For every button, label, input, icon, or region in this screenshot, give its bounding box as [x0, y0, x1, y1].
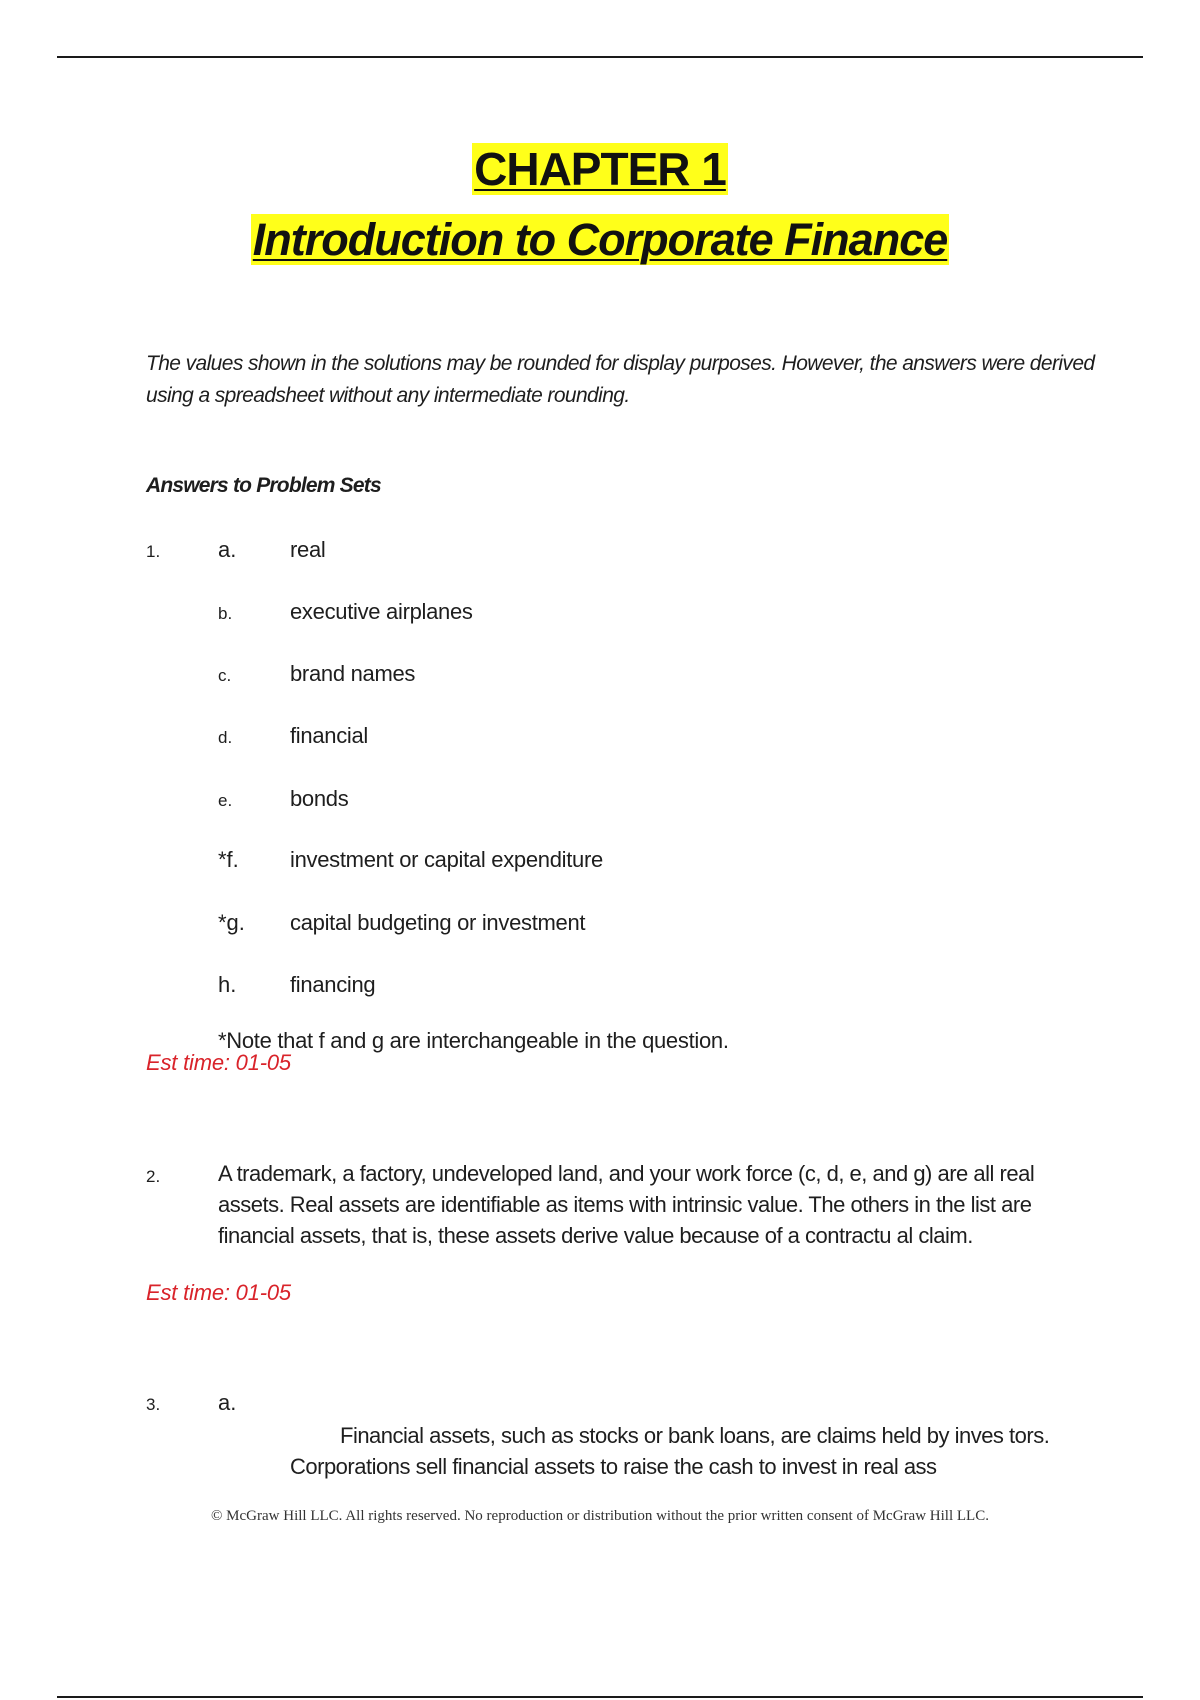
- item-answer: financing: [290, 972, 376, 997]
- bottom-rule: [57, 1696, 1143, 1698]
- chapter-title-text: Introduction to Corporate Finance: [252, 214, 948, 265]
- item-letter: c.: [218, 666, 232, 685]
- item-letter: *g.: [218, 910, 245, 935]
- problem-number: 2.: [146, 1167, 161, 1186]
- item-answer: real: [290, 537, 326, 562]
- item-answer: investment or capital expenditure: [290, 847, 603, 872]
- section-heading: Answers to Problem Sets: [146, 474, 381, 497]
- copyright-footer: © McGraw Hill LLC. All rights reserved. No reproduction or distribution without the prior written consent of McGraw Hill LLC.: [211, 1508, 989, 1524]
- item-letter: a.: [218, 537, 237, 562]
- chapter-title: [0, 214, 1200, 266]
- problem-2-answer: A trademark, a factory, undeveloped land, and your work force (c, d, e, and g) are all real assets. Real assets are identifiable as items with intrinsic value. The others in the list are financial assets, that is, these assets derive value because of a contractu al claim.: [218, 1161, 1035, 1248]
- problem-3a-answer: Financial assets, such as stocks or bank loans, are claims held by inves tors. Corporations sell financial assets to raise the cash to invest in real ass: [290, 1423, 1050, 1479]
- item-letter: e.: [218, 791, 233, 810]
- item-answer: financial: [290, 723, 369, 748]
- item-letter: d.: [218, 728, 233, 747]
- item-answer: capital budgeting or investment: [290, 910, 586, 935]
- est-time: Est time: 01-05: [146, 1280, 291, 1305]
- rounding-note: The values shown in the solutions may be rounded for display purposes. However, the answers were derived using a spreadsheet without any intermediate rounding.: [146, 352, 1095, 407]
- problem-number: 1.: [146, 542, 161, 561]
- item-answer: bonds: [290, 786, 349, 811]
- item-letter: *f.: [218, 847, 239, 872]
- item-letter: h.: [218, 972, 237, 997]
- problem-number: 3.: [146, 1395, 161, 1414]
- interchangeable-footnote: *Note that f and g are interchangeable in the question.: [218, 1028, 729, 1053]
- chapter-heading: [0, 142, 1200, 196]
- chapter-label: CHAPTER 1: [474, 143, 726, 195]
- est-time: Est time: 01-05: [146, 1050, 291, 1075]
- item-letter: b.: [218, 604, 233, 623]
- top-rule: [57, 56, 1143, 58]
- item-answer: brand names: [290, 661, 416, 686]
- item-answer: executive airplanes: [290, 599, 473, 624]
- item-letter: a.: [218, 1390, 237, 1415]
